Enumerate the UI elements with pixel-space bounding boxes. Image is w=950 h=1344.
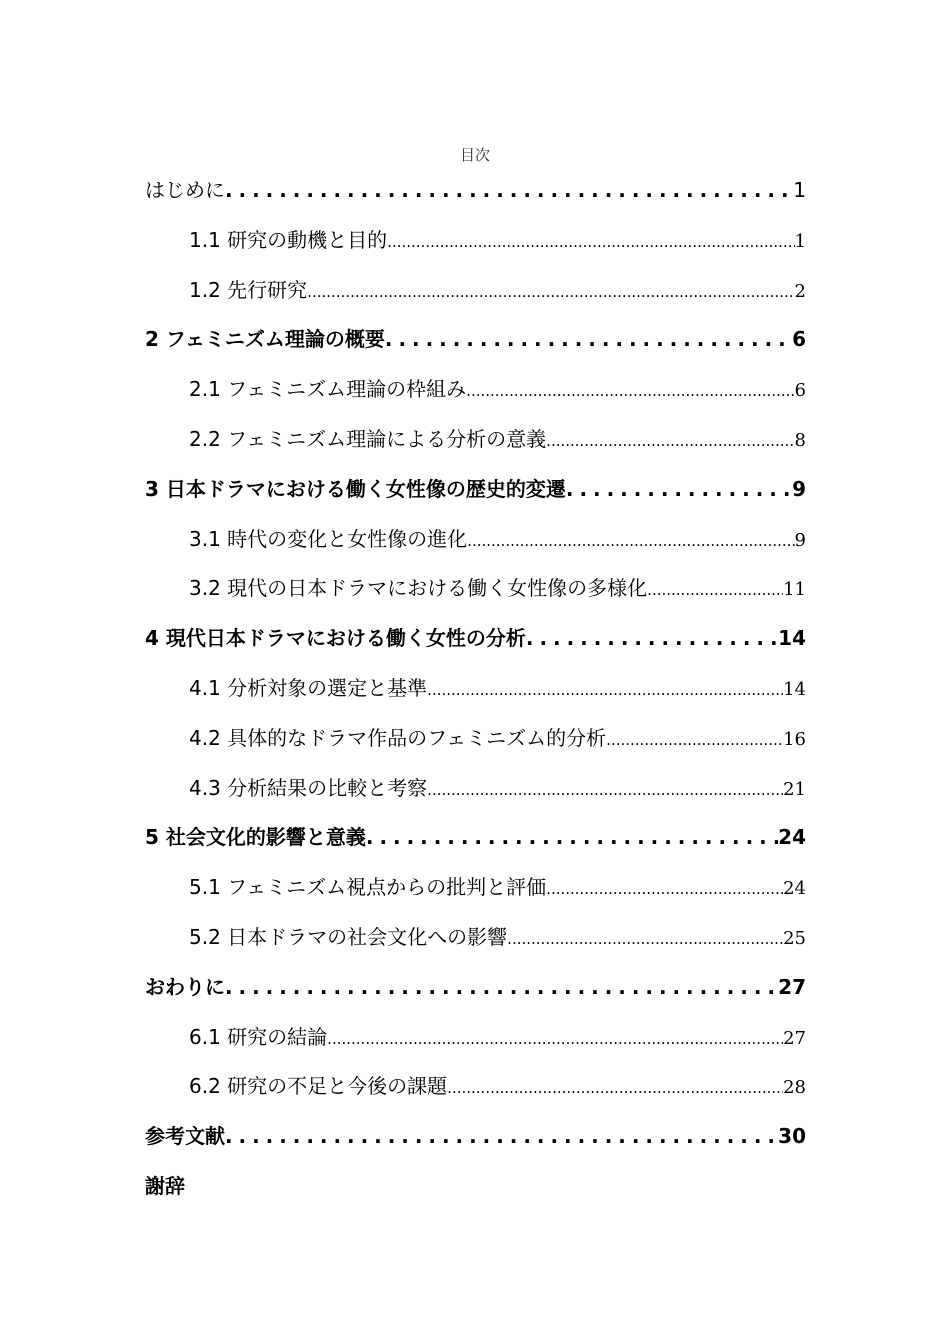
toc-entry-page: 1: [793, 178, 806, 202]
toc-leader: [427, 665, 783, 715]
toc-leader: [225, 166, 793, 216]
toc-entry-label: 2.1 フェミニズム理論の枠組み: [189, 377, 467, 402]
toc-entry-page: 28: [783, 1077, 806, 1099]
toc-entry-label: 4.2 具体的なドラマ作品のフェミニズム的分析: [189, 725, 607, 750]
toc-entry-page: 1: [794, 230, 806, 252]
toc-entry-label: 3 日本ドラマにおける働く女性像の歴史的変遷: [145, 476, 566, 501]
toc-leader: [387, 217, 794, 267]
toc-entry-page: 24: [778, 825, 806, 850]
toc-entry-label: 参考文献: [145, 1124, 225, 1149]
toc-entry[interactable]: [145, 813, 806, 863]
toc-entry-page: 30: [778, 1124, 806, 1149]
toc-leader: [225, 963, 778, 1013]
toc-leader: [647, 565, 783, 615]
toc-leader: [507, 914, 783, 964]
toc-entry-page: 9: [794, 529, 806, 551]
toc-entry-label: 5.1 フェミニズム視点からの批判と評価: [189, 875, 547, 900]
toc-entry[interactable]: [145, 614, 806, 664]
toc-entry-page: 6: [792, 327, 806, 352]
toc-entry[interactable]: [145, 315, 806, 365]
toc-entry-page: 14: [783, 678, 806, 700]
toc-leader: [546, 864, 783, 914]
toc-entry-label: おわりに: [145, 974, 225, 999]
toc-leader: [467, 516, 794, 566]
toc-entry-label: 1.2 先行研究: [189, 277, 308, 302]
toc-entry-page: 8: [794, 429, 806, 451]
toc-entry-page: 11: [783, 579, 806, 601]
toc-leader: [427, 765, 783, 815]
toc-entry-label: 5.2 日本ドラマの社会文化への影響: [189, 924, 508, 949]
toc-leader: [447, 1063, 783, 1113]
toc-entry[interactable]: [145, 415, 806, 465]
toc-entry[interactable]: [145, 365, 806, 415]
toc-entry[interactable]: [145, 564, 806, 614]
toc-leader: [385, 315, 792, 365]
toc-entry-page: 9: [792, 476, 806, 501]
toc-entry-label: 2 フェミニズム理論の概要: [145, 327, 385, 352]
toc-entry[interactable]: [145, 465, 806, 515]
toc-entry[interactable]: [145, 913, 806, 963]
toc-entry-label: 4.1 分析対象の選定と基準: [189, 675, 428, 700]
toc-entry[interactable]: [145, 863, 806, 913]
toc-entry[interactable]: [145, 266, 806, 316]
toc-entry[interactable]: [145, 1162, 806, 1212]
toc-entry-label: 3.1 時代の変化と女性像の進化: [189, 526, 468, 551]
table-of-contents: [145, 166, 806, 1212]
toc-entry[interactable]: [145, 166, 806, 216]
toc-entry-page: 27: [778, 974, 806, 999]
toc-entry-label: 6.1 研究の結論: [189, 1024, 328, 1049]
toc-entry[interactable]: [145, 764, 806, 814]
toc-entry[interactable]: [145, 1062, 806, 1112]
toc-entry-page: 6: [794, 380, 806, 402]
toc-entry-label: 5 社会文化的影響と意義: [145, 825, 366, 850]
toc-entry-label: 6.2 研究の不足と今後の課題: [189, 1074, 448, 1099]
toc-entry[interactable]: [145, 963, 806, 1013]
toc-leader: [307, 267, 794, 317]
toc-entry[interactable]: [145, 515, 806, 565]
toc-title: 目次: [459, 146, 490, 164]
toc-entry[interactable]: [145, 664, 806, 714]
toc-entry-page: 24: [783, 878, 806, 900]
toc-leader: [526, 614, 778, 664]
toc-entry-label: 4.3 分析結果の比較と考察: [189, 775, 428, 800]
toc-leader: [366, 813, 778, 863]
toc-leader: [225, 1112, 778, 1162]
toc-entry-page: 2: [794, 280, 806, 302]
toc-leader: [546, 416, 794, 466]
toc-leader: [566, 465, 792, 515]
toc-entry-label: 1.1 研究の動機と目的: [189, 227, 388, 252]
toc-entry[interactable]: [145, 216, 806, 266]
toc-entry[interactable]: [145, 1112, 806, 1162]
toc-entry-label: 謝辞: [145, 1173, 185, 1198]
toc-entry-page: 27: [783, 1027, 806, 1049]
toc-entry-label: 2.2 フェミニズム理論による分析の意義: [189, 426, 547, 451]
toc-entry-page: 21: [783, 778, 806, 800]
toc-entry-label: 3.2 現代の日本ドラマにおける働く女性像の多様化: [189, 576, 648, 601]
toc-entry-page: 25: [783, 927, 806, 949]
toc-entry-page: 14: [778, 626, 806, 651]
toc-leader: [327, 1014, 783, 1064]
toc-entry-label: はじめに: [145, 178, 225, 202]
toc-entry-page: 16: [783, 728, 806, 750]
toc-entry[interactable]: [145, 1013, 806, 1063]
toc-entry-label: 4 現代日本ドラマにおける働く女性の分析: [145, 626, 526, 651]
toc-leader: [606, 715, 783, 765]
toc-entry[interactable]: [145, 714, 806, 764]
toc-leader: [466, 366, 794, 416]
